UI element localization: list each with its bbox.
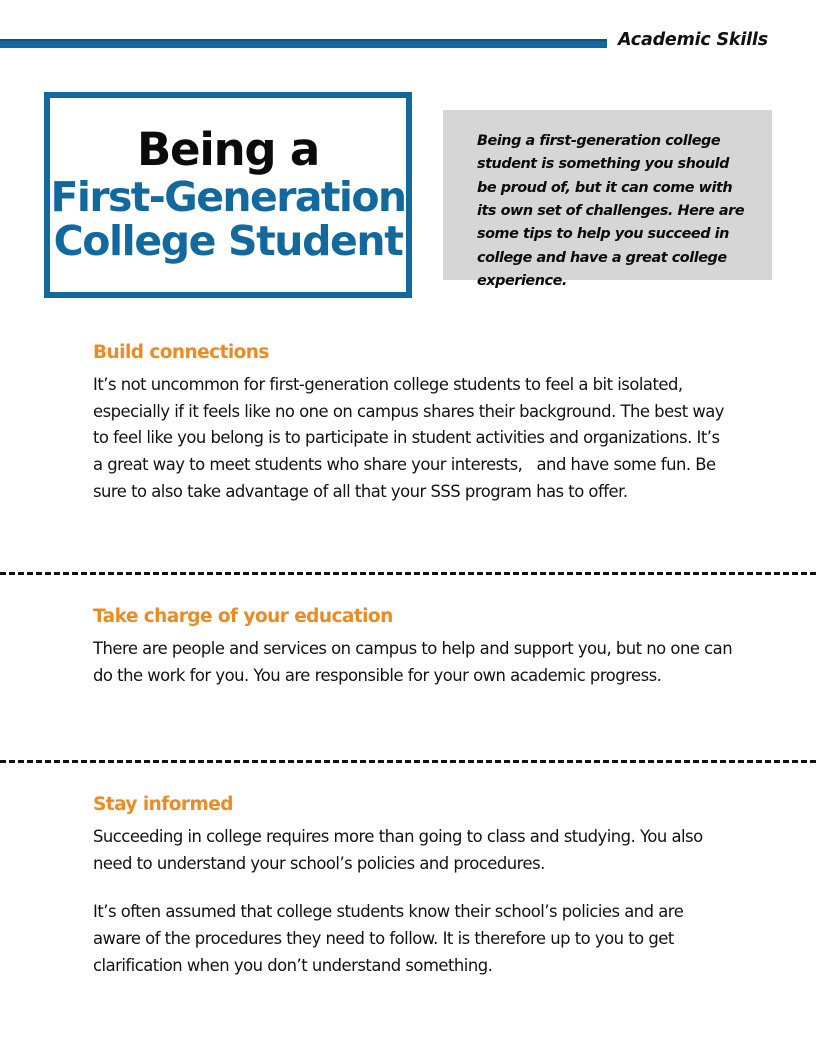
section-paragraph: There are people and services on campus to help and support you, but no one can do the work for you. You are responsible for your own academic progress. — [93, 639, 737, 685]
title-line-2: First-Generation — [50, 172, 406, 221]
title-line-3: College Student — [53, 217, 403, 266]
section-divider — [0, 572, 816, 575]
intro-callout-box — [443, 110, 772, 289]
section-paragraph: It’s not uncommon for first-generation college students to feel a bit isolated, especially if it feels like no one on campus shares their background. The best way to feel like you belong is to participate in student activities and organizations. It’s a great way to meet students who share your interests, and have some fun. Be sure to also take advantage of all that your SSS program has to offer. — [93, 375, 729, 501]
header-rule — [0, 39, 607, 48]
section-divider — [0, 760, 816, 763]
section-heading: Build connections — [93, 342, 269, 363]
page-header — [0, 30, 816, 60]
title-box — [44, 92, 412, 298]
header-category-label: Academic Skills — [618, 30, 768, 50]
title-line-1: Being a — [136, 123, 320, 177]
section-take-charge — [93, 606, 737, 689]
section-build-connections — [93, 342, 733, 506]
section-heading: Stay informed — [93, 794, 233, 815]
section-paragraph: It’s often assumed that college students know their school’s policies and are aware of the procedures they need to follow. It is therefore up to you to get clarification when you don’t understand something. — [93, 902, 688, 975]
intro-callout-text: Being a first-generation college student is something you should be proud of, but it can come with its own set of challenges. Here are some tips to help you succeed in college and have a great college experience. — [477, 133, 745, 289]
section-stay-informed — [93, 794, 733, 980]
section-heading: Take charge of your education — [93, 606, 393, 627]
section-paragraph: Succeeding in college requires more than going to class and studying. You also need to understand your school’s policies and procedures. — [93, 827, 708, 873]
